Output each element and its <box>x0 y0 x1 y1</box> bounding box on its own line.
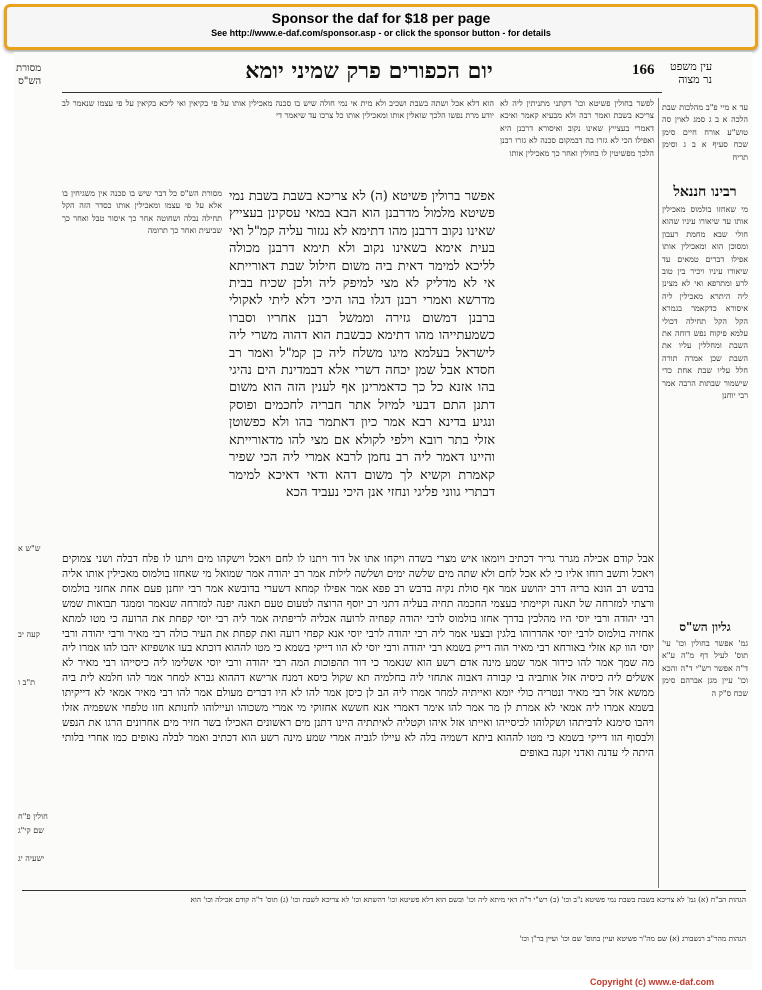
page-header <box>14 56 752 100</box>
margin-ref: קעה יב <box>18 630 40 639</box>
tosafot-top: הוא דלא אכל ושתה בשבת ושכיב ולא מית אי נמי חולה שיש בו סכנה מאכילין אותו על פי בקיאין ואי ליכא בקיאין על פי עצמו שנאמר לב יודע מרת נפשו הלכך שואלין אותו ומאכילין אותו כל צרכו עד שיאמר די <box>62 99 494 121</box>
footnote-rule <box>22 890 746 891</box>
margin-ref: ת"ב ו <box>18 678 36 687</box>
hagahot-habach: הגהות הב"ח (א) גמ' לא צריכא בשבת בשבת נמי פשיטא נ"ב וכו' (ב) רש"י ד"ה דאי מיתא ליה וכו' ובשם הוא דלא פשיטא וכו' דהשתא וכו' לא צריכא לשבת וכו' (ג) תוס' ד"ה קודם אכילה וכו' הוא <box>190 895 746 904</box>
margin-ref: שם קי"ג <box>18 826 44 835</box>
hagahot-maharav: הגהות מהר"ב רנשבורג (א) שם מה"ר פשיטא ועיין בתוס' שם וכו' ועיין בר"ן וכו' <box>519 934 746 943</box>
copyright-link[interactable]: Copyright (c) www.e-daf.com <box>590 977 715 987</box>
masores-label: מסורת הש"ס <box>16 63 42 87</box>
sponsor-link-text[interactable]: See http://www.e-daf.com/sponsor.asp - or click the sponsor button - for details <box>211 28 551 38</box>
gilyon-hashas-title: גליון הש"ס <box>679 620 731 634</box>
ein-mishpat-label: עין משפט נר מצוה <box>670 60 713 86</box>
margin-ref: חולין פ"ח <box>18 812 48 821</box>
rashi-commentary: לפשר בחולין פשיטא וכו' דקתני מתניתין ליה לא צריכא בשבת ואמר רבה ולא מבעיא קאמר ואיכא דאמרי בעצייץ שאינו נקוב ואיסורא דרבנן היא ואפילו הכי לא גזרו בה דבמקום סכנה לא גזרו רבנן הלכך מפשיטין לו בחולין ואחר כך מאכילין אותו <box>500 99 654 158</box>
margin-ref: ישעיה יג <box>18 854 45 863</box>
gemara-main-text: אפשר ברולין פשיטא (ה) לא צריכא בשבת בשבת נמי פשיטא מלמול מדרבנן הוא הבא במאי עסקינן בעצייץ שאינו נקוב דרבנן מהו דתימא לא נגזור עליה קמ"ל ואי בעית אימא בשאינו נקוב ולא תימא דרבנן מכולה לליכא למימר דאית ביה משום חילול שבת דאורייתא אי לא מדליק לא מצי למיפק ליה ולכן שכיח בבית מדרשא ואמרי רבנן דגלו בהו היכי דלא ליתי לאקולי ברבנן דמשום גזירה וממשל רבנן אחריו וסברו כשמעתייהו מהו דתימא כבשבת הוא דהוה משרי ליה לישראל בעלמא מיגו משלח ליה כן קמ"ל ואמר רב חסדא אבל שמן יכחה דשרי אלא דבמדינת הים נהיגי בהו אזנא כל כך כדאמרינן אף לענין הזה הוא משום דתנן התם דבעי למיזל אתר חבריה לחכמים ופוסק ונגיע בדינא רבא אמר כיון דאתמר בהו ולא כפשוטן אזלי בתר רובא וילפי לקולא אם מצי להו מדאורייתא והיינו דאמר ליה רב נחמן לרבא אמרי ליה הכי שפיר קאמרת וקשיא לך משום דהא ודאי דאיכא למימר דבתרי גווני פליגי ונחזי אנן היכי נעביד הכא <box>229 189 495 500</box>
sponsor-title: Sponsor the daf for $18 per page <box>271 10 491 26</box>
tosafot-left-column: מסורת הש"ס כל דבר שיש בו סכנה אין משגיחין בו אלא על פי עצמו ומאכילין אותו כסדר הזה הקל תחילה נבלה ושחוטה אחר כך איסור טבל ואחר כך שביעית ואחר כך תרומה <box>62 189 222 236</box>
sponsor-banner[interactable] <box>4 4 758 50</box>
margin-ref: ש"ש א <box>18 544 41 553</box>
running-title: יום הכפורים פרק שמיני יומא <box>245 58 493 84</box>
page-number: 166 <box>632 62 655 78</box>
column-divider <box>658 98 659 888</box>
gemara-wide-text: אבל קודם אכילה מגרר גריר דכתיב ויומאו איש מצרי בשדה ויקחו אתו אל דוד ויתנו לו לחם ויאכל וישקהו מים ויתנו לו פלח דבלה ושני צמוקים ויאכל ותשב רוחו אליו כי לא אכל לחם ולא שתה מים שלשה ימים ושלשה לילות אמר רב יהודה אמר שמואל מי שאחזו בולמוס מאכילין אותו אליה בדבש רב הונא בריה דרב יהושע אמר אף סולת נקיה בדבש רב פפא אמר אפילו קמחא דשערי בדובשא אמר רבי יוחנן פעם אחת אחזני בולמוס ורצתי למזרחה של תאנה וקיימתי בעצמי החכמה תחיה בעליה דתני רב יוסף הרוצה לטעום טעם תאנה יפנה למזרחה שנאמר וממגד תבואות שמש רבי יהודה ורבי יוסי היו מהלכין בדרך אחזו בולמוס לרבי יהודה קפחיה לרועה אכליה לריפתיה אמר ליה רבי יוסי קפחת את הרועה כי מטו למתא אחזיה בולמוס לרבי יוסי אהדרוהו בלגין ובצעי אמר ליה רבי יהודה לרבי יוסי אנא קפחי רועה ואת קפחת את העיר כולה רבי מאיר ורבי יהודה ורבי יוסי הוו קא אזלי באורחא רבי מאיר הוה דייק בשמא רבי יהודה ורבי יוסי לא הוו דייקי בשמא כי מטו לההוא דוכתא בעו אושפיזא יהבו להו אמרו ליה מה שמך אמר להו כידור אמר שמע מינה אדם רשע הוא שנאמר כי דור תהפוכות המה רבי יהודה ורבי יוסי אשלימו ליה כיסייהו רבי מאיר לא אשלים ליה כיסיה אזל אותביה בי קבורה דאבוה אתחזי ליה בחלמיה תא שקול כיסא דמנח ארישא דההוא גברא למחר אמר להו חלמא לית ביה ממשא אזל רבי מאיר ונטריה כולי יומא ואייתיה למחר אמרו ליה הב לן כיסן אמר להו לא היו דברים מעולם אמר להו רבי מאיר אמאי לא דייקיתו בשמא אמרו ליה אמאי לא אמרת לן מר אמר להו אימר דאמרי אנא חששא אחזוקי מי אמרי משכוהו ועיילוהו לחנותא חזו טלפחי אשפמיה אזלו ויהבו סימנא לדביתהו ושקלוהו לכיסייהו ואייתו אזל איהו וקטליה לאיתתיה היינו דתנן מים ראשונים האכילו בשר חזיר מים אחרונים הרגו את הנפש ולבסוף הוו דייקי בשמא כי מטו לההוא ביתא דשמיה בלה לא עיילו לגביה אמרי שמע מינה רשע הוא דכתיב ואמר לבלה נאופים כמו אחרי בלותי היתה לי עדנה ואדני זקנה באופים <box>62 553 654 759</box>
header-rule <box>62 92 662 93</box>
rabbeinu-chananel-text: מי שאחזו בולמוס מאכילין אותו עד שיאורו עיניו שהוא חולי שבא מחמת רעבון ומסוכן הוא ומאכילין אותו אפילו דברים טמאים עד שיאורו עיניו ויכיר בין טוב לרע ומתרפא ואי לא מצינן ליה היתרא מאכילין ליה איסורא כדקאמר בגמרא הקל הקל תחילה דכולי עלמא פיקוח נפש דוחה את השבת ומחללין עליו את השבת שכן אמרה תורה חלל עליו שבת אחת כדי שישמור שבתות הרבה אמר רבי יוחנן <box>662 205 748 401</box>
gilyon-hashas-text: גמ' אפשר בחולין וכו' עי' תוס' לעיל דף מ"ה ע"א ד"ה אפשר רש"י ד"ה והכא וכו' עיין מגן אברהם סימן שכח ס"ק ה <box>662 639 748 698</box>
ein-mishpat-text: עד א מיי פ"ב מהלכות שבת הלכה א ב ג סמג לאוין סה טוש"ע אורח חיים סימן שכח סעיף א ב ג וסימן תריח <box>662 103 748 162</box>
talmud-page <box>14 52 752 970</box>
rabbeinu-chananel-title: רבינו חננאל <box>673 184 737 200</box>
